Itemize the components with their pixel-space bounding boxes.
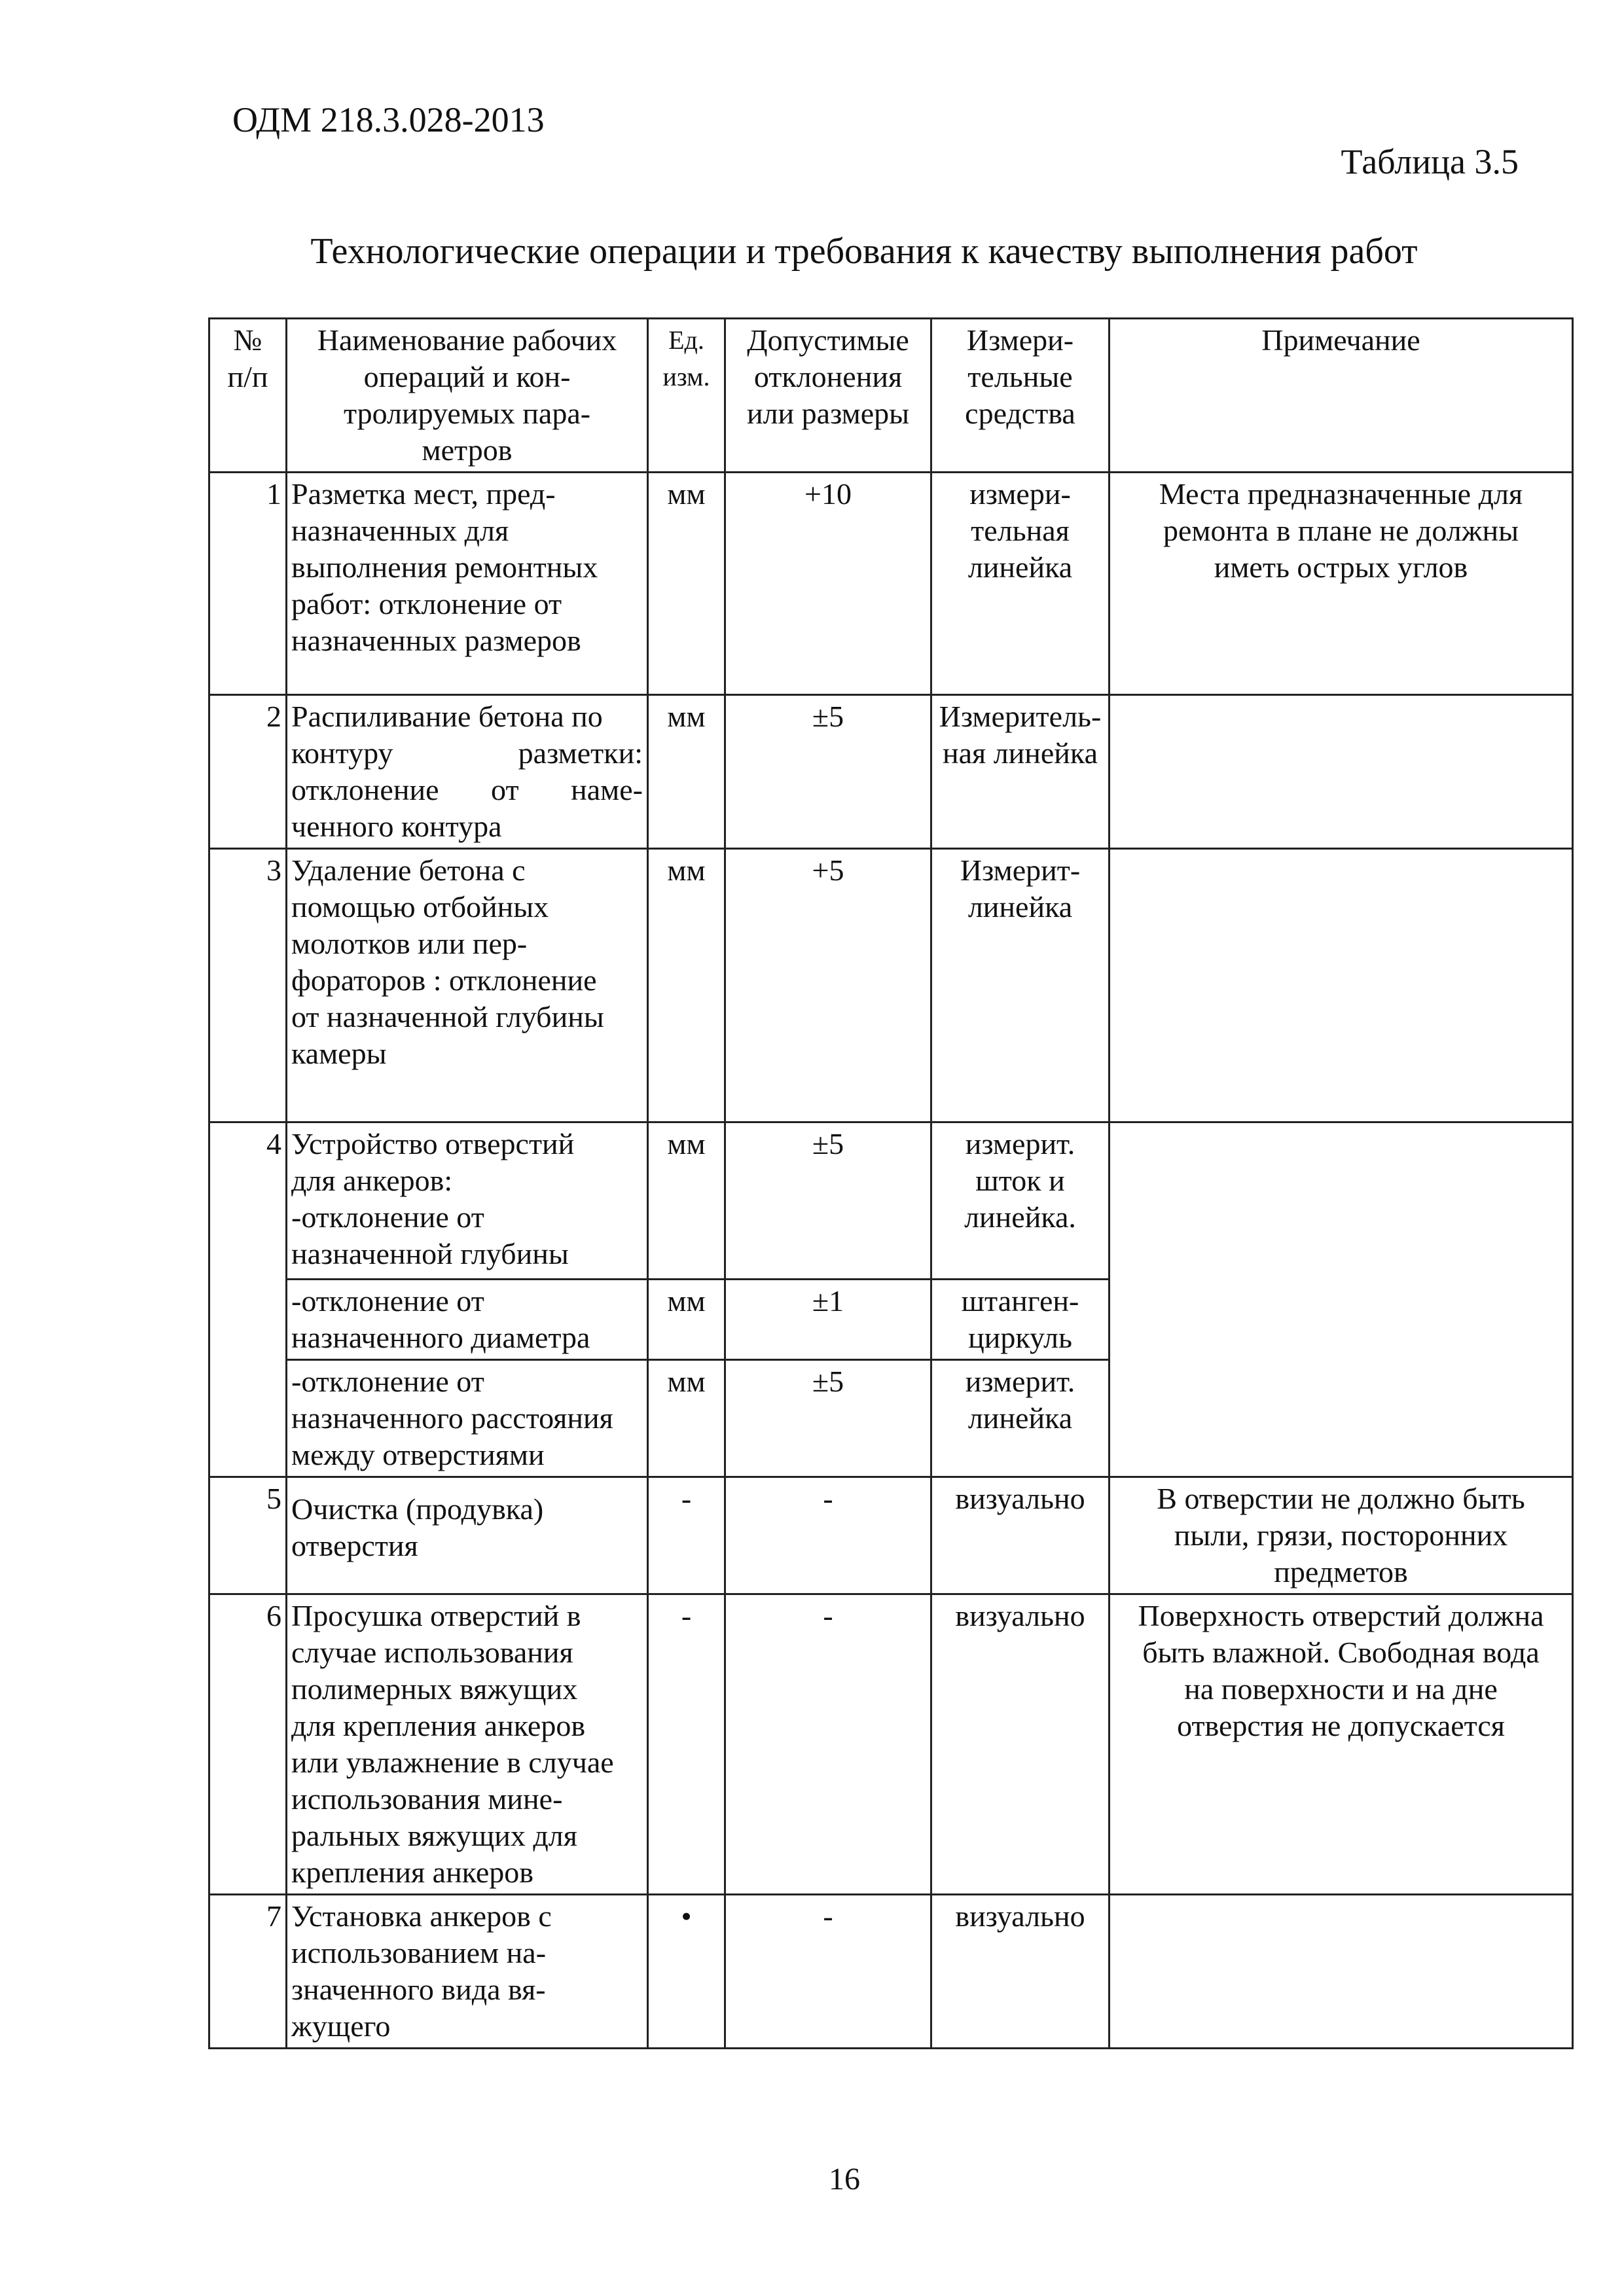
- operation-name-line: Распиливание бетона по: [291, 700, 603, 733]
- table-label: Таблица 3.5: [1341, 142, 1519, 181]
- tools-cell: измерит. шток и линейка.: [931, 1122, 1110, 1280]
- operation-name: Очистка (продувка) отверстия: [287, 1477, 648, 1594]
- operation-name-line: контуру разметки:: [291, 736, 643, 770]
- unit-cell: -: [648, 1477, 725, 1594]
- operation-name: -отклонение от назначенного расстояния между отверстиями: [287, 1360, 648, 1477]
- unit-cell: мм: [648, 1280, 725, 1360]
- note-cell: [1110, 695, 1573, 849]
- operation-name: -отклонение от назначенного диаметра: [287, 1280, 648, 1360]
- tools-cell: визуально: [931, 1477, 1110, 1594]
- header-num: № п/п: [209, 319, 287, 473]
- note-cell: Поверхность отверстий должна быть влажной. Свободная вода на поверхности и на дне отверстия не допускается: [1110, 1594, 1573, 1895]
- tolerance-cell: -: [725, 1895, 931, 2049]
- row-number: 5: [209, 1477, 287, 1594]
- tools-cell: измери- тельная линейка: [931, 473, 1110, 695]
- header-unit: Ед. изм.: [648, 319, 725, 473]
- table-row: [209, 473, 1573, 695]
- unit-cell: •: [648, 1895, 725, 2049]
- operation-name: Устройство отверстий для анкеров: -отклонение от назначенной глубины: [287, 1122, 648, 1280]
- tolerance-cell: ±5: [725, 695, 931, 849]
- table-row: [209, 1895, 1573, 2049]
- unit-cell: мм: [648, 695, 725, 849]
- header-tolerance: Допустимые отклонения или размеры: [725, 319, 931, 473]
- tolerance-cell: -: [725, 1477, 931, 1594]
- header-name: Наименование рабочих операций и кон- тролируемых пара- метров: [287, 319, 648, 473]
- tolerance-cell: +10: [725, 473, 931, 695]
- operation-name-line: ченного контура: [291, 810, 502, 843]
- tools-cell: Измеритель- ная линейка: [931, 695, 1110, 849]
- tolerance-cell: ±5: [725, 1122, 931, 1280]
- row-number: 1: [209, 473, 287, 695]
- tools-cell: измерит. линейка: [931, 1360, 1110, 1477]
- operation-name-line: отклонение от наме-: [291, 773, 643, 806]
- tolerance-cell: ±5: [725, 1360, 931, 1477]
- table-title: Технологические операции и требования к качеству выполнения работ: [310, 231, 1418, 272]
- document-code: ОДМ 218.3.028-2013: [232, 100, 545, 139]
- table-row: [209, 695, 1573, 849]
- unit-cell: мм: [648, 849, 725, 1122]
- row-number: 7: [209, 1895, 287, 2049]
- unit-cell: мм: [648, 1360, 725, 1477]
- header-note: Примечание: [1110, 319, 1573, 473]
- unit-cell: мм: [648, 473, 725, 695]
- tools-cell: Измерит- линейка: [931, 849, 1110, 1122]
- table-row: [209, 1122, 1573, 1280]
- table-row: [209, 1477, 1573, 1594]
- page-number: 16: [829, 2162, 860, 2197]
- row-number: 3: [209, 849, 287, 1122]
- operation-name: Установка анкеров с использованием на- значенного вида вя- жущего: [287, 1895, 648, 2049]
- tolerance-cell: ±1: [725, 1280, 931, 1360]
- table-row: [209, 1594, 1573, 1895]
- note-cell: [1110, 1895, 1573, 2049]
- operation-name: Разметка мест, пред- назначенных для выполнения ремонтных работ: отклонение от назначенных размеров: [287, 473, 648, 695]
- tolerance-cell: +5: [725, 849, 931, 1122]
- note-cell: Места предназначенные для ремонта в плане не должны иметь острых углов: [1110, 473, 1573, 695]
- note-cell: [1110, 849, 1573, 1122]
- operations-table: [208, 317, 1574, 2049]
- note-cell: [1110, 1122, 1573, 1477]
- operation-name: Удаление бетона с помощью отбойных молотков или пер- фораторов : отклонение от назначенной глубины камеры: [287, 849, 648, 1122]
- operation-name: Просушка отверстий в случае использования полимерных вяжущих для крепления анкеров или увлажнение в случае использования мине- ральных вяжущих для крепления анкеров: [287, 1594, 648, 1895]
- table-header-row: [209, 319, 1573, 473]
- unit-cell: мм: [648, 1122, 725, 1280]
- tools-cell: штанген- циркуль: [931, 1280, 1110, 1360]
- tools-cell: визуально: [931, 1594, 1110, 1895]
- tools-cell: визуально: [931, 1895, 1110, 2049]
- header-tools: Измери- тельные средства: [931, 319, 1110, 473]
- table-row: [209, 849, 1573, 1122]
- tolerance-cell: -: [725, 1594, 931, 1895]
- note-cell: В отверстии не должно быть пыли, грязи, посторонних предметов: [1110, 1477, 1573, 1594]
- operation-name: [287, 695, 648, 849]
- row-number: 6: [209, 1594, 287, 1895]
- row-number: 2: [209, 695, 287, 849]
- unit-cell: -: [648, 1594, 725, 1895]
- row-number: 4: [209, 1122, 287, 1477]
